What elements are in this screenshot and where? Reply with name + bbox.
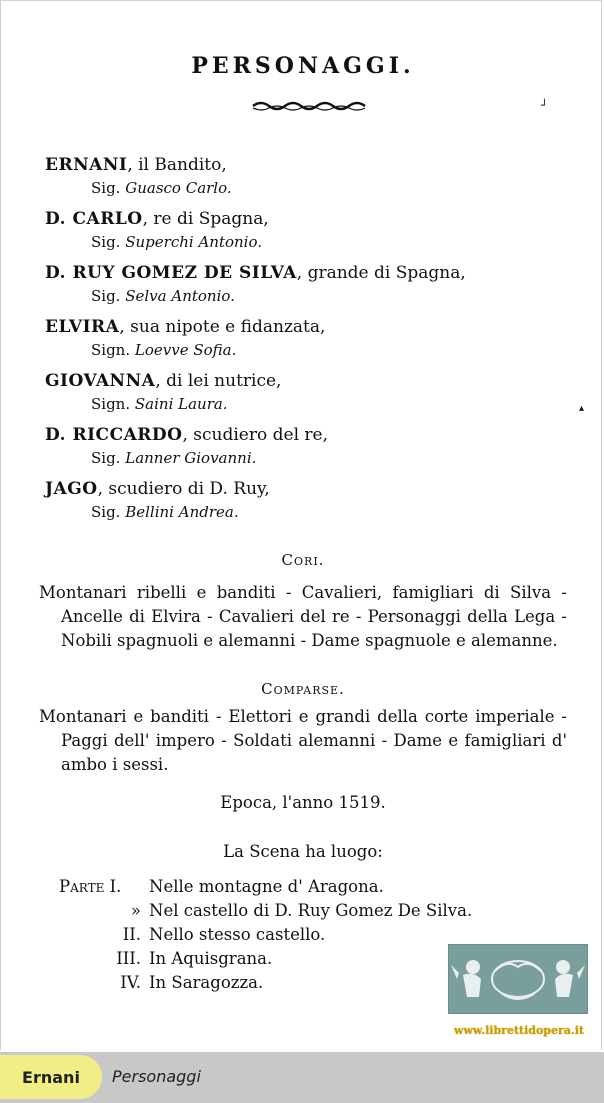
performer-name: Superchi Antonio. — [125, 233, 262, 251]
performer-name: Loevve Sofia. — [134, 341, 237, 359]
act-row — [59, 875, 472, 899]
act-label: » — [130, 901, 141, 920]
comparse-heading: Comparse. — [261, 680, 345, 698]
character-entry — [45, 207, 585, 261]
performer-name: Bellini Andrea. — [125, 503, 239, 521]
act-location: Nelle montagne d' Aragona. — [149, 877, 384, 896]
character-role: , di lei nutrice, — [155, 371, 282, 391]
cast-list — [45, 153, 585, 531]
character-name: GIOVANNA — [45, 371, 156, 391]
performer-prefix: Sig. — [91, 503, 121, 521]
performer-prefix: Sig. — [91, 287, 121, 305]
epoca-line: Epoca, l'anno 1519. — [220, 793, 386, 812]
character-name: D. RUY GOMEZ DE SILVA — [45, 263, 297, 283]
performer-name: Guasco Carlo. — [125, 179, 232, 197]
librettidopera-logo-icon[interactable] — [448, 944, 588, 1014]
footer-bar — [0, 1052, 604, 1103]
performer-prefix: Sign. — [91, 395, 131, 413]
act-label: Parte I. — [59, 877, 122, 896]
print-mark: ┘ — [541, 99, 548, 112]
performer-prefix: Sig. — [91, 449, 121, 467]
ornament-divider-icon — [251, 99, 371, 113]
character-role: , sua nipote e fidanzata, — [119, 317, 326, 337]
act-location: Nel castello di D. Ruy Gomez De Silva. — [149, 901, 473, 920]
character-role: , re di Spagna, — [142, 209, 269, 229]
act-row — [59, 971, 472, 995]
work-title: Ernani — [22, 1067, 80, 1087]
comparse-text: Montanari e banditi - Elettori e grandi della corte imperiale - Paggi dell' impero - Soldati alemanni - Dame e famigliari d' ambo i sessi. — [39, 707, 567, 774]
character-entry — [45, 315, 585, 369]
character-entry — [45, 423, 585, 477]
character-name: ERNANI — [45, 155, 128, 175]
performer-name: Selva Antonio. — [125, 287, 235, 305]
character-role: , il Bandito, — [127, 155, 227, 175]
character-entry — [45, 153, 585, 207]
act-row — [59, 947, 472, 971]
performer-name: Saini Laura. — [134, 395, 228, 413]
performer-prefix: Sig. — [91, 233, 121, 251]
work-badge[interactable] — [0, 1055, 102, 1099]
character-role: , scudiero di D. Ruy, — [97, 479, 270, 499]
section-title: Personaggi — [112, 1067, 201, 1086]
character-entry — [45, 477, 585, 531]
acts-list — [59, 875, 472, 995]
act-label: III. — [116, 949, 141, 968]
act-label: IV. — [120, 973, 141, 992]
character-name: ELVIRA — [45, 317, 120, 337]
act-row — [59, 899, 472, 923]
cori-heading: Cori. — [281, 551, 325, 569]
act-row — [59, 923, 472, 947]
act-label: II. — [122, 925, 141, 944]
character-entry — [45, 261, 585, 315]
act-location: In Aquisgrana. — [149, 949, 273, 968]
character-role: , grande di Spagna, — [296, 263, 466, 283]
cherubs-emblem-icon — [449, 945, 587, 1013]
performer-prefix: Sign. — [91, 341, 131, 359]
act-location: In Saragozza. — [149, 973, 264, 992]
performer-prefix: Sig. — [91, 179, 121, 197]
act-location: Nello stesso castello. — [149, 925, 326, 944]
print-mark: ▴ — [579, 403, 585, 414]
page-title: PERSONAGGI. — [191, 53, 415, 79]
character-name: JAGO — [45, 479, 98, 499]
scena-line: La Scena ha luogo: — [223, 842, 383, 861]
character-entry — [45, 369, 585, 423]
character-role: , scudiero del re, — [182, 425, 329, 445]
performer-name: Lanner Giovanni. — [125, 449, 257, 467]
character-name: D. RICCARDO — [45, 425, 183, 445]
character-name: D. CARLO — [45, 209, 143, 229]
site-link[interactable]: www.librettidopera.it — [453, 1024, 585, 1037]
cori-text: Montanari ribelli e banditi - Cavalieri, famigliari di Silva - Ancelle di Elvira - Cavalieri del re - Personaggi della Lega - Nobili spagnuoli e alemanni - Dame spagnuole e alemanne. — [39, 583, 567, 650]
